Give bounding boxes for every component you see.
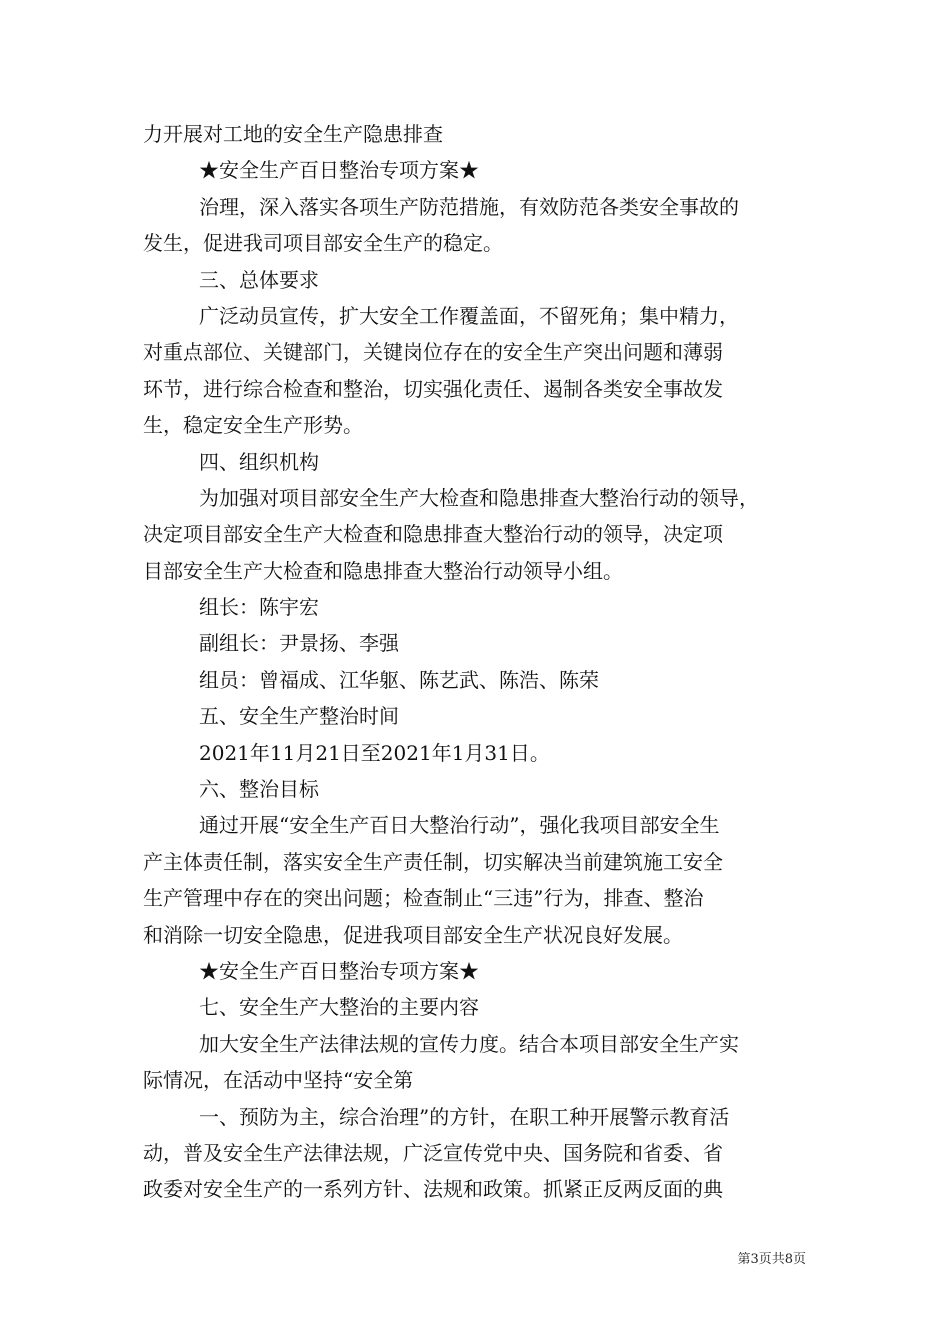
text-line: 七、安全生产大整治的主要内容 <box>199 995 479 1020</box>
text-line: 和消除一切安全隐患，促进我项目部安全生产状况良好发展。 <box>143 922 683 947</box>
text-line: 力开展对工地的安全生产隐患排查 <box>143 122 443 146</box>
text-line: 副组长：尹景扬、李强 <box>199 631 399 656</box>
text-line: 六、整治目标 <box>199 777 319 802</box>
text-line: 发生，促进我司项目部安全生产的稳定。 <box>143 231 503 256</box>
text-line: 对重点部位、关键部门，关键岗位存在的安全生产突出问题和薄弱 <box>143 340 723 365</box>
text-line: 动，普及安全生产法律法规，广泛宣传党中央、国务院和省委、省 <box>143 1140 723 1165</box>
document-body <box>143 116 811 1208</box>
text-line: 生产管理中存在的突出问题；检查制止“三违”行为，排查、整治 <box>143 886 704 911</box>
text-line: ★安全生产百日整治专项方案★ <box>199 158 479 183</box>
text-line: 治理，深入落实各项生产防范措施，有效防范各类安全事故的 <box>199 194 739 219</box>
page-number: 第3页共8页 <box>737 1252 806 1267</box>
text-line: 组员：曾福成、江华躯、陈艺武、陈浩、陈荣 <box>199 667 599 692</box>
text-line: 产主体责任制，落实安全生产责任制，切实解决当前建筑施工安全 <box>143 849 723 874</box>
text-line: 五、安全生产整治时间 <box>199 704 399 729</box>
text-line: 为加强对项目部安全生产大检查和隐患排查大整治行动的领导， <box>199 485 759 510</box>
text-line: 目部安全生产大检查和隐患排查大整治行动领导小组。 <box>143 558 623 583</box>
text-line: 生，稳定安全生产形势。 <box>143 413 363 438</box>
text-line: 一、预防为主，综合治理”的方针，在职工种开展警示教育活 <box>199 1104 730 1129</box>
text-line: 通过开展“安全生产百日大整治行动”，强化我项目部安全生 <box>199 813 720 838</box>
text-line: 组长：陈宇宏 <box>199 595 319 620</box>
text-line: 2021年11月21日至2021年1月31日。 <box>199 740 550 765</box>
text-line: 政委对安全生产的一系列方针、法规和政策。抓紧正反两反面的典 <box>143 1177 723 1202</box>
text-line: 加大安全生产法律法规的宣传力度。结合本项目部安全生产实 <box>199 1031 739 1056</box>
text-line: 决定项目部安全生产大检查和隐患排查大整治行动的领导，决定项 <box>143 522 723 547</box>
text-line: 三、总体要求 <box>199 267 319 292</box>
text-line: 广泛动员宣传，扩大安全工作覆盖面，不留死角；集中精力， <box>199 303 739 328</box>
text-line: ★安全生产百日整治专项方案★ <box>199 958 479 983</box>
text-line: 际情况，在活动中坚持“安全第 <box>143 1068 414 1093</box>
text-line: 四、组织机构 <box>199 449 319 474</box>
text-line: 环节，进行综合检查和整治，切实强化责任、遏制各类安全事故发 <box>143 376 723 401</box>
